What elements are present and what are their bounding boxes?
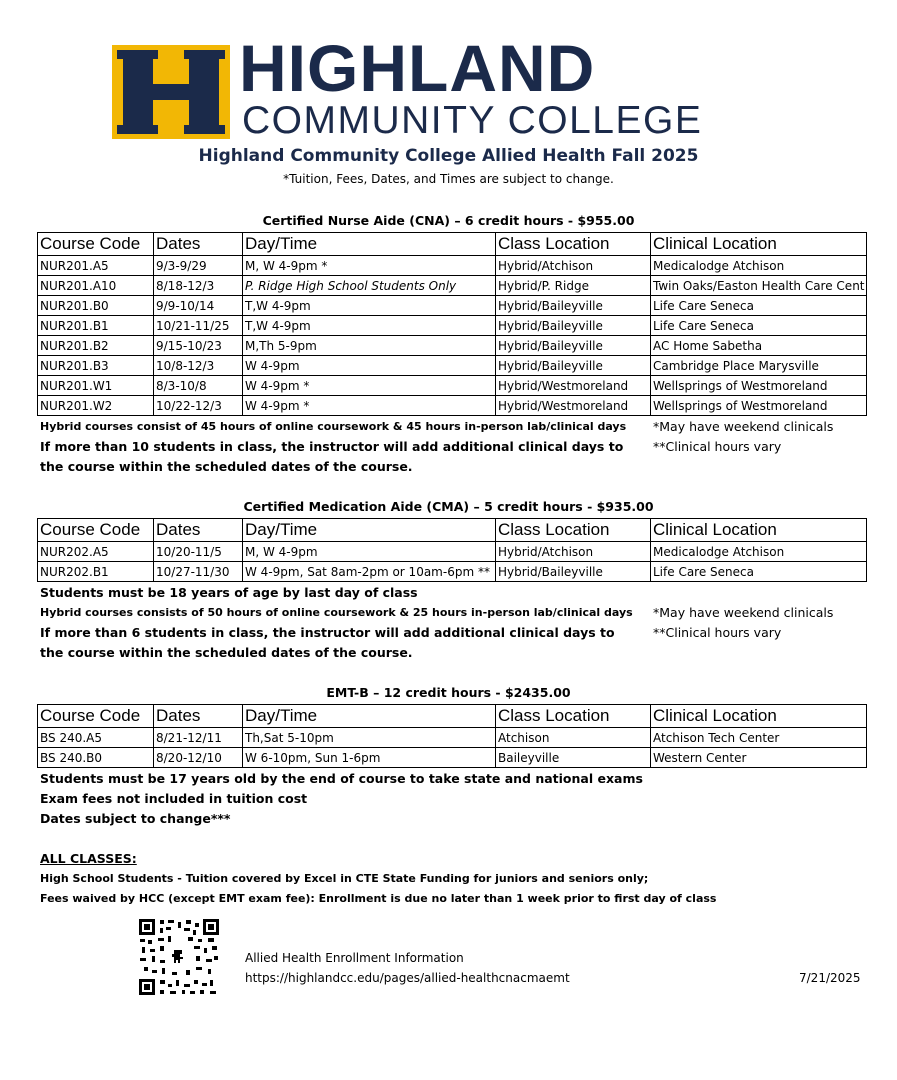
cma-note-capacity-cont: the course within the scheduled dates of the course. (40, 645, 413, 660)
clinical-location: Western Center (651, 748, 867, 768)
dates: 8/18-12/3 (154, 276, 243, 296)
all-classes-tuition-note: High School Students - Tuition covered by Excel in CTE State Funding for juniors and seniors only; (40, 872, 649, 885)
table-row (38, 396, 867, 416)
cna-note-hybrid: Hybrid courses consist of 45 hours of online coursework & 45 hours in-person lab/clinical days (40, 420, 627, 433)
college-logo (112, 31, 762, 142)
table-row (38, 728, 867, 748)
col-course-code: Course Code (38, 233, 154, 256)
table-row (38, 296, 867, 316)
course-code: NUR201.W1 (38, 376, 154, 396)
class-location: Hybrid/Baileyville (496, 356, 651, 376)
cma-note-hybrid: Hybrid courses consists of 50 hours of online coursework & 25 hours in-person lab/clinical days (40, 606, 633, 619)
day-time: M, W 4-9pm * (243, 256, 496, 276)
logo-wordmark-community-college: COMMUNITY COLLEGE (242, 99, 703, 142)
class-location: Hybrid/Baileyville (496, 562, 651, 582)
clinical-location: Atchison Tech Center (651, 728, 867, 748)
day-time: W 4-9pm, Sat 8am-2pm or 10am-6pm ** (243, 562, 496, 582)
cna-note-capacity: If more than 10 students in class, the instructor will add additional clinical days to (40, 439, 624, 454)
dates: 10/20-11/5 (154, 542, 243, 562)
dates: 9/9-10/14 (154, 296, 243, 316)
course-code: NUR201.B1 (38, 316, 154, 336)
table-row (38, 356, 867, 376)
emt-note-dates: Dates subject to change*** (40, 811, 231, 826)
class-location: Hybrid/Westmoreland (496, 396, 651, 416)
course-code: NUR201.W2 (38, 396, 154, 416)
class-location: Hybrid/P. Ridge (496, 276, 651, 296)
col-clinical-location: Clinical Location (651, 705, 867, 728)
day-time: M,Th 5-9pm (243, 336, 496, 356)
dates: 8/3-10/8 (154, 376, 243, 396)
document-date: 7/21/2025 (799, 971, 861, 985)
col-class-location: Class Location (496, 705, 651, 728)
day-time: T,W 4-9pm (243, 316, 496, 336)
class-location: Hybrid/Westmoreland (496, 376, 651, 396)
table-row (38, 276, 867, 296)
col-class-location: Class Location (496, 519, 651, 542)
clinical-location: Medicalodge Atchison (651, 542, 867, 562)
col-class-location: Class Location (496, 233, 651, 256)
course-code: NUR202.A5 (38, 542, 154, 562)
clinical-location: Life Care Seneca (651, 316, 867, 336)
clinical-location: Life Care Seneca (651, 296, 867, 316)
enrollment-info-label: Allied Health Enrollment Information (245, 951, 464, 965)
clinical-location: Life Care Seneca (651, 562, 867, 582)
clinical-location: Twin Oaks/Easton Health Care Cent (651, 276, 867, 296)
col-day-time: Day/Time (243, 705, 496, 728)
col-dates: Dates (154, 705, 243, 728)
cma-section-title: Certified Medication Aide (CMA) – 5 credit hours - $935.00 (243, 499, 654, 514)
cna-side-hours: **Clinical hours vary (653, 439, 782, 454)
day-time: W 4-9pm * (243, 376, 496, 396)
highland-h-logo-icon (112, 45, 230, 139)
table-row (38, 562, 867, 582)
col-day-time: Day/Time (243, 233, 496, 256)
col-clinical-location: Clinical Location (651, 233, 867, 256)
col-course-code: Course Code (38, 705, 154, 728)
class-location: Hybrid/Baileyville (496, 316, 651, 336)
cna-schedule-table (37, 232, 867, 416)
emt-note-exam-fees: Exam fees not included in tuition cost (40, 791, 308, 806)
dates: 10/8-12/3 (154, 356, 243, 376)
logo-wordmark-highland: HIGHLAND (239, 31, 596, 105)
dates: 10/21-11/25 (154, 316, 243, 336)
table-row (38, 316, 867, 336)
day-time: W 4-9pm (243, 356, 496, 376)
table-row (38, 376, 867, 396)
clinical-location: AC Home Sabetha (651, 336, 867, 356)
class-location: Atchison (496, 728, 651, 748)
page-subtitle: *Tuition, Fees, Dates, and Times are subject to change. (283, 172, 614, 186)
table-header-row (38, 519, 867, 542)
table-header-row (38, 233, 867, 256)
clinical-location: Medicalodge Atchison (651, 256, 867, 276)
dates: 10/27-11/30 (154, 562, 243, 582)
cma-schedule-table (37, 518, 867, 582)
clinical-location: Wellsprings of Westmoreland (651, 396, 867, 416)
all-classes-heading: ALL CLASSES: (40, 851, 137, 866)
table-row (38, 336, 867, 356)
cma-side-hours: **Clinical hours vary (653, 625, 782, 640)
dates: 9/3-9/29 (154, 256, 243, 276)
table-row (38, 748, 867, 768)
day-time: M, W 4-9pm (243, 542, 496, 562)
class-location: Baileyville (496, 748, 651, 768)
course-code: BS 240.A5 (38, 728, 154, 748)
day-time: Th,Sat 5-10pm (243, 728, 496, 748)
clinical-location: Wellsprings of Westmoreland (651, 376, 867, 396)
all-classes-fees-note: Fees waived by HCC (except EMT exam fee): Enrollment is due no later than 1 week prior to first day of class (40, 892, 717, 905)
col-dates: Dates (154, 519, 243, 542)
course-code: BS 240.B0 (38, 748, 154, 768)
class-location: Hybrid/Baileyville (496, 336, 651, 356)
clinical-location: Cambridge Place Marysville (651, 356, 867, 376)
emt-note-age: Students must be 17 years old by the end of course to take state and national exams (40, 771, 643, 786)
dates: 10/22-12/3 (154, 396, 243, 416)
qr-code-icon[interactable] (138, 918, 220, 996)
emt-section-title: EMT-B – 12 credit hours - $2435.00 (326, 685, 571, 700)
cma-side-weekend: *May have weekend clinicals (653, 605, 834, 620)
col-day-time: Day/Time (243, 519, 496, 542)
course-code: NUR201.B2 (38, 336, 154, 356)
cma-note-capacity: If more than 6 students in class, the instructor will add additional clinical days to (40, 625, 615, 640)
class-location: Hybrid/Atchison (496, 256, 651, 276)
enrollment-url-link[interactable]: https://highlandcc.edu/pages/allied-healthcnacmaemt (245, 971, 570, 985)
course-code: NUR201.A10 (38, 276, 154, 296)
course-code: NUR201.B3 (38, 356, 154, 376)
day-time: W 6-10pm, Sun 1-6pm (243, 748, 496, 768)
cna-side-weekend: *May have weekend clinicals (653, 419, 834, 434)
col-course-code: Course Code (38, 519, 154, 542)
cna-section-title: Certified Nurse Aide (CNA) – 6 credit hours - $955.00 (262, 213, 635, 228)
dates: 8/20-12/10 (154, 748, 243, 768)
day-time: W 4-9pm * (243, 396, 496, 416)
col-dates: Dates (154, 233, 243, 256)
class-location: Hybrid/Baileyville (496, 296, 651, 316)
dates: 9/15-10/23 (154, 336, 243, 356)
class-location: Hybrid/Atchison (496, 542, 651, 562)
day-time: P. Ridge High School Students Only (243, 276, 496, 296)
cma-note-age: Students must be 18 years of age by last day of class (40, 585, 418, 600)
course-code: NUR201.B0 (38, 296, 154, 316)
course-code: NUR201.A5 (38, 256, 154, 276)
cna-note-capacity-cont: the course within the scheduled dates of the course. (40, 459, 413, 474)
dates: 8/21-12/11 (154, 728, 243, 748)
col-clinical-location: Clinical Location (651, 519, 867, 542)
table-header-row (38, 705, 867, 728)
table-row (38, 542, 867, 562)
course-code: NUR202.B1 (38, 562, 154, 582)
table-row (38, 256, 867, 276)
page-title: Highland Community College Allied Health Fall 2025 (198, 146, 699, 166)
emt-schedule-table (37, 704, 867, 768)
day-time: T,W 4-9pm (243, 296, 496, 316)
